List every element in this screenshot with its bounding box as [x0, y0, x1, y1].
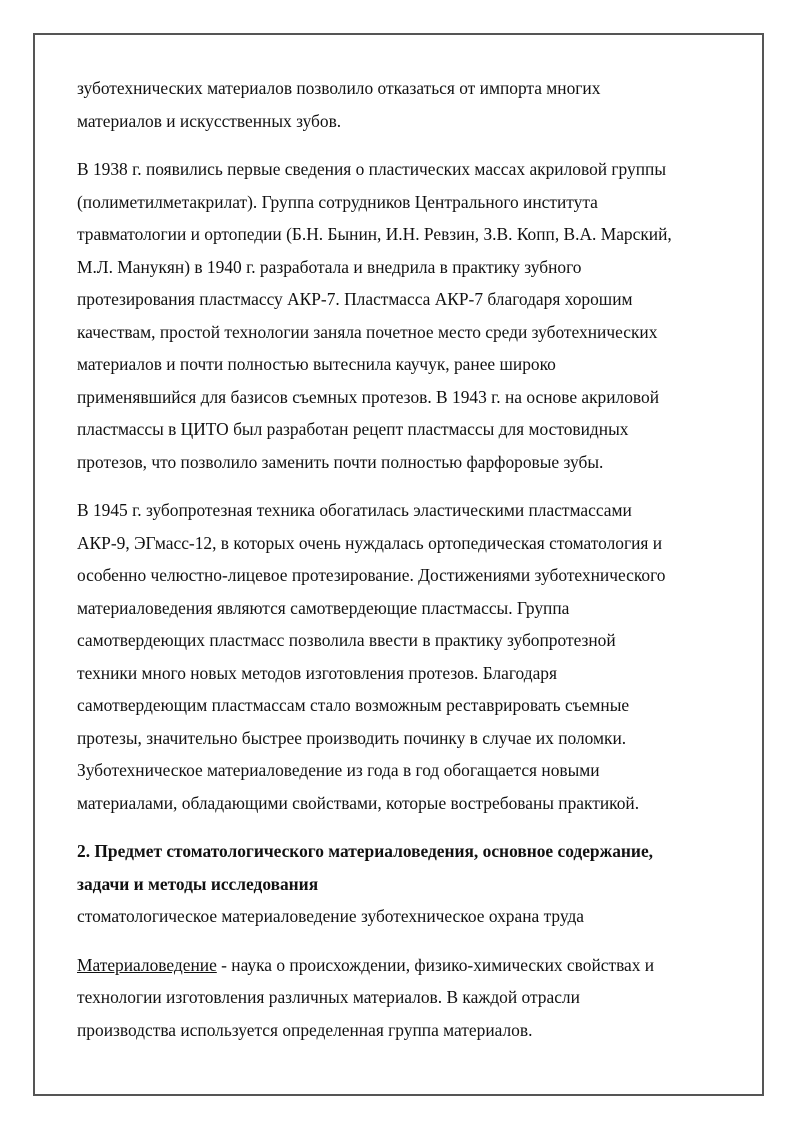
text-line: М.Л. Манукян) в 1940 г. разработала и внедрила в практику зубного — [77, 256, 582, 277]
text-line: протезов, что позволило заменить почти полностью фарфоровые зубы. — [77, 451, 604, 472]
text-line: пластмассы в ЦИТО был разработан рецепт пластмассы для мостовидных — [77, 419, 629, 439]
text-line: протезирования пластмассу АКР-7. Пластмасса АКР-7 благодаря хорошим — [77, 289, 633, 309]
text-line: Зуботехническое материаловедение из года в год обогащается новыми — [77, 760, 600, 780]
paragraph-2 — [77, 153, 727, 478]
text-line: применявшийся для базисов съемных протезов. В 1943 г. на основе акриловой — [77, 386, 660, 407]
text-line: самотвердеющих пластмасс позволила ввести в практику зубопротезной — [77, 630, 616, 650]
text-line: материалами, обладающими свойствами, которые востребованы практикой. — [77, 792, 640, 813]
text-line: В 1938 г. появились первые сведения о пластических массах акриловой группы — [77, 159, 667, 179]
paragraph-3 — [77, 494, 727, 819]
text-line: (полиметилметакрилат). Группа сотрудников Центрального института — [77, 191, 598, 212]
text-line: травматологии и ортопедии (Б.Н. Бынин, И.Н. Ревзин, З.В. Копп, В.А. Марский, — [77, 224, 672, 244]
section-heading — [77, 835, 727, 900]
text-line: материалов и искусственных зубов. — [77, 110, 342, 131]
paragraph-1 — [77, 72, 727, 137]
text-line: самотвердеющим пластмассам стало возможным реставрировать съемные — [77, 695, 630, 715]
text-line: техники много новых методов изготовления протезов. Благодаря — [77, 662, 558, 683]
text-line: технологии изготовления различных материалов. В каждой отрасли — [77, 987, 580, 1007]
text-line: зуботехнических материалов позволило отказаться от импорта многих — [77, 78, 601, 98]
text-line: производства используется определенная группа материалов. — [77, 1019, 533, 1040]
text-line: В 1945 г. зубопротезная техника обогатилась эластическими пластмассами — [77, 500, 632, 520]
definition-paragraph — [77, 949, 727, 1047]
heading-line: 2. Предмет стоматологического материаловедения, основное содержание, — [77, 841, 654, 861]
text-line: - наука о происхождении, физико-химических свойствах и — [216, 954, 655, 975]
text-line: особенно челюстно-лицевое протезирование. Достижениями зуботехнического — [77, 565, 666, 585]
document-body — [77, 72, 727, 1062]
text-line: материаловедения являются самотвердеющие пластмассы. Группа — [77, 597, 570, 618]
text-line: качествам, простой технологии заняла почетное место среди зуботехнических — [77, 321, 658, 342]
text-line: АКР-9, ЭГмасс-12, в которых очень нуждалась ортопедическая стоматология и — [77, 532, 663, 553]
keywords-line — [77, 900, 727, 933]
keywords-text: стоматологическое материаловедение зуботехническое охрана труда — [77, 906, 585, 926]
definition-term-link[interactable]: Материаловедение — [77, 954, 217, 975]
heading-line: задачи и методы исследования — [77, 873, 319, 894]
text-line: материалов и почти полностью вытеснила каучук, ранее широко — [77, 354, 556, 374]
text-line: протезы, значительно быстрее производить починку в случае их поломки. — [77, 727, 627, 748]
